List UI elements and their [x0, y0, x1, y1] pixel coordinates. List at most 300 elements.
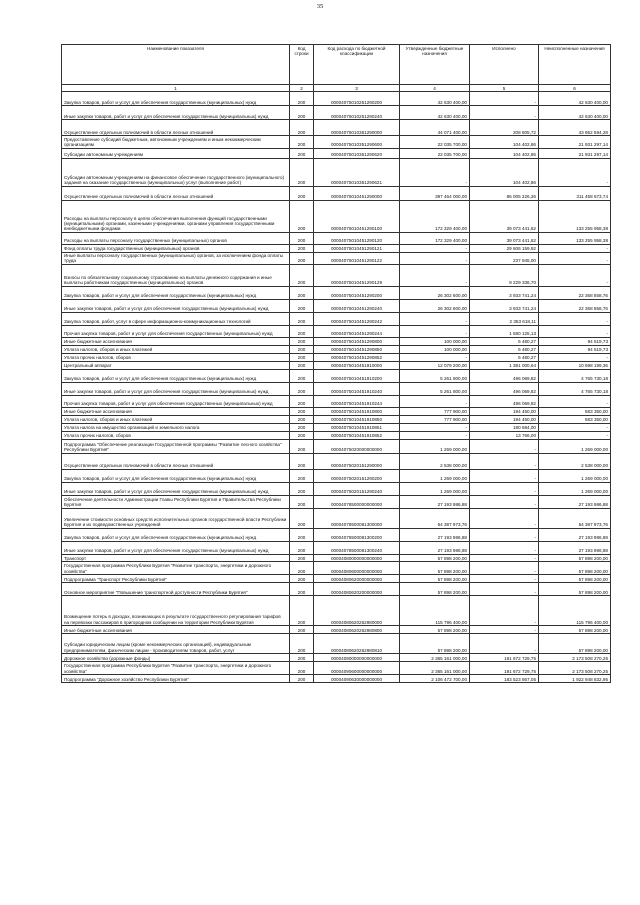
row-remaining: 57 898 200,00 — [539, 555, 611, 562]
row-remaining: 54 387 973,76 — [539, 509, 611, 529]
row-executed: 208 805,72 — [470, 120, 539, 136]
row-name: Закупка товаров, работ и услуг для обеспечения государственных (муниципальных) нужд — [62, 287, 290, 300]
row-line-code: 200 — [290, 483, 314, 496]
row-line-code: 200 — [290, 662, 314, 675]
row-name: Прочая закупка товаров, работ и услуг для обеспечения государственных (муниципальных) нужд — [62, 326, 290, 338]
row-approved: 57 898 200,00 — [400, 555, 470, 562]
row-approved: - — [400, 424, 470, 432]
row-name: Закупка товаров, работ и услуг для обеспечения государственных (муниципальных) нужд — [62, 92, 290, 106]
row-name: Расходы на выплаты персоналу в целях обеспечения выполнения функций государственными (муниципальными) органами, казенными учреждениями, органами управления государственными внебюджетными фондами — [62, 200, 290, 232]
row-line-code: 200 — [290, 583, 314, 596]
row-line-code: 200 — [290, 354, 314, 362]
row-approved: 27 193 986,88 — [400, 542, 470, 555]
row-remaining: 21 931 297,14 — [539, 148, 611, 158]
row-approved: 100 000,00 — [400, 346, 470, 354]
row-approved: - — [400, 265, 470, 287]
row-budget-code: 00004075010451290121 — [314, 244, 400, 252]
row-executed: - — [470, 575, 539, 583]
row-line-code: 200 — [290, 326, 314, 338]
row-approved: - — [400, 313, 470, 326]
row-budget-code: 00004075010451910244 — [314, 396, 400, 408]
row-name: Субсидии юридическим лицам (кроме некоммерческих организаций), индивидуальным предпринимателям, физическим лицам - производителям товаров, работ, услуг — [62, 634, 290, 654]
row-executed: 194 450,00 — [470, 408, 539, 416]
row-name: Расходы на выплаты персоналу государственных (муниципальных) органов — [62, 232, 290, 244]
row-name: Увеличение стоимости основных средств исполнительных органов государственной власти Республики Бурятия и их подведомственных учреждений — [62, 509, 290, 529]
row-remaining: 27 193 986,88 — [539, 529, 611, 542]
table-row — [62, 454, 611, 470]
row-name: Закупка товаров, работ и услуг для обеспечения государственных (муниципальных) нужд — [62, 529, 290, 542]
table-row — [62, 200, 611, 232]
row-name: Иные бюджетные ассигнования — [62, 408, 290, 416]
row-name: Закупка товаров, работ, услуг в сфере информационно-коммуникационных технологий — [62, 313, 290, 326]
row-executed: 194 450,00 — [470, 416, 539, 424]
row-executed: 180 684,00 — [470, 424, 539, 432]
row-executed: 104 402,86 — [470, 148, 539, 158]
row-approved: 27 193 986,88 — [400, 496, 470, 509]
row-approved: 172 329 400,00 — [400, 200, 470, 232]
row-budget-code: 00004090600000000000 — [314, 662, 400, 675]
row-budget-code: 00004080600000000000 — [314, 562, 400, 575]
row-budget-code: 00004075010451290850 — [314, 346, 400, 354]
row-approved: 100 000,00 — [400, 338, 470, 346]
row-line-code: 200 — [290, 370, 314, 383]
row-approved: - — [400, 158, 470, 186]
row-line-code: 200 — [290, 440, 314, 454]
row-executed: - — [470, 529, 539, 542]
row-budget-code: 00004078500081300000 — [314, 509, 400, 529]
row-name: Государственная программа Республики Бурятия "Развитие транспорта, энергетики и дорожного хозяйства" — [62, 562, 290, 575]
row-remaining: - — [539, 313, 611, 326]
row-remaining: 133 255 958,38 — [539, 200, 611, 232]
row-budget-code: 00004080620262980810 — [314, 634, 400, 654]
table-row — [62, 626, 611, 634]
row-name: Фонд оплаты труда государственных (муниципальных) органов — [62, 244, 290, 252]
row-executed: 496 069,82 — [470, 396, 539, 408]
row-name: Иные выплаты персоналу государственных (муниципальных) органов, за исключением фонда оплаты труда — [62, 252, 290, 264]
row-name: Уплата налога на имущество организаций и земельного налога — [62, 424, 290, 432]
row-line-code: 200 — [290, 265, 314, 287]
row-executed: 3 933 741,24 — [470, 287, 539, 300]
row-executed: - — [470, 596, 539, 626]
table-row — [62, 338, 611, 346]
row-budget-code: 00004075010451910000 — [314, 362, 400, 370]
row-remaining: 10 698 199,36 — [539, 362, 611, 370]
row-executed: 191 672 729,75 — [470, 662, 539, 675]
row-executed: - — [470, 483, 539, 496]
row-remaining: 1 269 000,00 — [539, 483, 611, 496]
row-remaining: - — [539, 354, 611, 362]
row-executed: 86 005 326,26 — [470, 186, 539, 200]
row-remaining: 57 898 200,00 — [539, 583, 611, 596]
header-budget-code: Код расхода по бюджетной классификации — [314, 45, 400, 85]
row-line-code: 200 — [290, 396, 314, 408]
row-executed: 5 480,27 — [470, 354, 539, 362]
row-executed: 496 069,82 — [470, 383, 539, 396]
row-line-code: 200 — [290, 300, 314, 313]
row-budget-code: 00004075010351290600 — [314, 136, 400, 148]
row-remaining: 583 350,00 — [539, 416, 611, 424]
table-row — [62, 313, 611, 326]
table-row — [62, 346, 611, 354]
row-budget-code: 00004075010451290244 — [314, 326, 400, 338]
row-remaining: 4 765 730,18 — [539, 383, 611, 396]
table-row — [62, 542, 611, 555]
row-executed: 104 402,86 — [470, 158, 539, 186]
row-name: Осуществление отдельных полномочий в области лесных отношений — [62, 454, 290, 470]
row-name: Уплата прочих налогов, сборов — [62, 432, 290, 440]
row-budget-code: 00004075010451290120 — [314, 232, 400, 244]
row-executed: - — [470, 555, 539, 562]
row-line-code: 200 — [290, 362, 314, 370]
row-name: Основное мероприятие "Повышение транспортной доступности Республики Бурятия" — [62, 583, 290, 596]
table-row — [62, 634, 611, 654]
row-line-code: 200 — [290, 416, 314, 424]
row-remaining: 57 898 200,00 — [539, 562, 611, 575]
row-approved: - — [400, 354, 470, 362]
row-approved: 26 302 600,00 — [400, 300, 470, 313]
row-line-code: 200 — [290, 148, 314, 158]
row-approved: 5 261 800,00 — [400, 383, 470, 396]
row-executed: 3 933 741,24 — [470, 300, 539, 313]
row-remaining: 42 630 400,00 — [539, 106, 611, 120]
row-executed: 13 766,00 — [470, 432, 539, 440]
table-row — [62, 654, 611, 662]
row-executed: 183 523 867,05 — [470, 675, 539, 683]
table-row — [62, 424, 611, 432]
table-row — [62, 432, 611, 440]
row-executed: 1 580 125,13 — [470, 326, 539, 338]
row-budget-code: 00004075020151290240 — [314, 483, 400, 496]
row-budget-code: 00004075010351290621 — [314, 158, 400, 186]
table-row — [62, 106, 611, 120]
row-executed: 237 945,00 — [470, 252, 539, 264]
row-name: Осуществление отдельных полномочий в области лесных отношений — [62, 120, 290, 136]
table-row — [62, 575, 611, 583]
row-line-code: 200 — [290, 555, 314, 562]
table-row — [62, 370, 611, 383]
row-remaining: 57 898 200,00 — [539, 634, 611, 654]
row-budget-code: 00004078500081300240 — [314, 542, 400, 555]
row-approved: 57 898 200,00 — [400, 634, 470, 654]
row-remaining: - — [539, 158, 611, 186]
row-executed: - — [470, 470, 539, 483]
row-budget-code: 00004090000000000000 — [314, 654, 400, 662]
row-name: Иные закупки товаров, работ и услуг для обеспечения государственных (муниципальных) нужд — [62, 383, 290, 396]
row-approved: 27 193 986,88 — [400, 529, 470, 542]
row-remaining: - — [539, 252, 611, 264]
row-executed: 39 073 441,62 — [470, 232, 539, 244]
row-executed: - — [470, 496, 539, 509]
row-executed: - — [470, 542, 539, 555]
table-row — [62, 496, 611, 509]
row-executed: - — [470, 106, 539, 120]
row-approved: 2 365 161 000,00 — [400, 662, 470, 675]
table-row — [62, 287, 611, 300]
table-row — [62, 555, 611, 562]
column-index: 3 — [314, 85, 400, 92]
row-name: Уплата налогов, сборов и иных платежей — [62, 346, 290, 354]
row-budget-code: 00004080620262980000 — [314, 596, 400, 626]
column-index: 4 — [400, 85, 470, 92]
column-index: 1 — [62, 85, 290, 92]
row-name: Субсидии автономным учреждениям — [62, 148, 290, 158]
row-remaining: - — [539, 424, 611, 432]
row-line-code: 200 — [290, 509, 314, 529]
row-remaining: 22 368 858,76 — [539, 287, 611, 300]
row-name: Возмещение потерь в доходах, возникающих в результате государственного регулирования тарифов на перевозки пассажиров в пригородном сообщении на территории Республики Бурятия — [62, 596, 290, 626]
row-remaining: - — [539, 432, 611, 440]
row-approved: 54 387 973,76 — [400, 509, 470, 529]
row-name: Иные бюджетные ассигнования — [62, 338, 290, 346]
row-approved: 777 900,00 — [400, 408, 470, 416]
row-approved: 22 035 700,00 — [400, 148, 470, 158]
row-approved: - — [400, 244, 470, 252]
table-row — [62, 483, 611, 496]
row-budget-code: 00004075010451290100 — [314, 200, 400, 232]
row-line-code: 200 — [290, 496, 314, 509]
row-remaining: 42 630 400,00 — [539, 92, 611, 106]
row-name: Закупка товаров, работ и услуг для обеспечения государственных (муниципальных) нужд — [62, 470, 290, 483]
row-remaining: 57 898 200,00 — [539, 575, 611, 583]
row-line-code: 200 — [290, 454, 314, 470]
row-remaining: - — [539, 326, 611, 338]
row-remaining: 57 898 200,00 — [539, 626, 611, 634]
row-approved: - — [400, 396, 470, 408]
row-approved: 42 630 400,00 — [400, 92, 470, 106]
header-row — [62, 45, 611, 85]
row-budget-code: 00004078500000000000 — [314, 496, 400, 509]
row-remaining: 115 796 400,00 — [539, 596, 611, 626]
row-name: Иные закупки товаров, работ и услуг для обеспечения государственных (муниципальных) нужд — [62, 300, 290, 313]
table-row — [62, 408, 611, 416]
row-line-code: 200 — [290, 186, 314, 200]
row-approved: 26 302 600,00 — [400, 287, 470, 300]
row-budget-code: 00004075010251290200 — [314, 92, 400, 106]
row-remaining: 94 519,73 — [539, 346, 611, 354]
table-row — [62, 675, 611, 683]
row-name: Подпрограмма "Обеспечение реализации Государственной программы "Развитие лесного хозяйства" Республики Бурятия" — [62, 440, 290, 454]
table-body — [62, 92, 611, 683]
row-approved: 1 269 000,00 — [400, 470, 470, 483]
row-remaining: 311 458 673,74 — [539, 186, 611, 200]
row-executed: - — [470, 626, 539, 634]
header-remaining: Неисполненные назначения — [539, 45, 611, 85]
budget-table — [61, 44, 611, 683]
row-approved: - — [400, 326, 470, 338]
table-row — [62, 92, 611, 106]
row-line-code: 200 — [290, 313, 314, 326]
row-name: Закупка товаров, работ и услуг для обеспечения государственных (муниципальных) нужд — [62, 370, 290, 383]
row-budget-code: 00004080000000000000 — [314, 555, 400, 562]
row-executed: 39 073 441,62 — [470, 200, 539, 232]
row-line-code: 200 — [290, 106, 314, 120]
table-row — [62, 148, 611, 158]
row-remaining: - — [539, 396, 611, 408]
table-row — [62, 583, 611, 596]
row-executed: - — [470, 562, 539, 575]
row-budget-code: 00004075010351290000 — [314, 120, 400, 136]
row-name: Прочая закупка товаров, работ и услуг для обеспечения государственных (муниципальных) нужд — [62, 396, 290, 408]
row-remaining: 1 269 000,00 — [539, 470, 611, 483]
row-line-code: 200 — [290, 232, 314, 244]
table-row — [62, 662, 611, 675]
row-executed: 2 353 618,11 — [470, 313, 539, 326]
row-line-code: 200 — [290, 346, 314, 354]
row-line-code: 200 — [290, 596, 314, 626]
row-approved: - — [400, 432, 470, 440]
row-executed: - — [470, 634, 539, 654]
row-approved: 2 365 161 000,00 — [400, 654, 470, 662]
row-line-code: 200 — [290, 675, 314, 683]
row-line-code: 200 — [290, 470, 314, 483]
row-budget-code: 00004075020151290000 — [314, 454, 400, 470]
row-name: Иные бюджетные ассигнования — [62, 626, 290, 634]
row-remaining: 1 922 948 832,95 — [539, 675, 611, 683]
row-budget-code: 00004075010451290800 — [314, 338, 400, 346]
row-line-code: 200 — [290, 338, 314, 346]
row-executed: - — [470, 454, 539, 470]
header-executed: Исполнено — [470, 45, 539, 85]
row-approved: 12 079 200,00 — [400, 362, 470, 370]
table-row — [62, 396, 611, 408]
row-approved: 2 538 000,00 — [400, 454, 470, 470]
row-approved: 5 261 800,00 — [400, 370, 470, 383]
row-budget-code: 00004080620000000000 — [314, 575, 400, 583]
table-row — [62, 300, 611, 313]
table-row — [62, 562, 611, 575]
row-name: Центральный аппарат — [62, 362, 290, 370]
table-row — [62, 136, 611, 148]
row-approved: 1 269 000,00 — [400, 440, 470, 454]
table-row — [62, 354, 611, 362]
row-budget-code: 00004075020151290200 — [314, 470, 400, 483]
row-remaining: 43 862 594,28 — [539, 120, 611, 136]
row-executed: 9 229 336,70 — [470, 265, 539, 287]
row-remaining: 2 173 508 270,25 — [539, 662, 611, 675]
table-row — [62, 326, 611, 338]
row-approved: 42 630 400,00 — [400, 106, 470, 120]
row-line-code: 200 — [290, 424, 314, 432]
table-row — [62, 383, 611, 396]
header-name: Наименование показателя — [62, 45, 290, 85]
row-remaining: - — [539, 265, 611, 287]
row-executed: - — [470, 92, 539, 106]
row-budget-code: 00004075010451910852 — [314, 432, 400, 440]
row-line-code: 200 — [290, 158, 314, 186]
row-approved: 777 900,00 — [400, 416, 470, 424]
row-line-code: 200 — [290, 200, 314, 232]
row-approved: 1 269 000,00 — [400, 483, 470, 496]
row-name: Субсидии автономным учреждениям на финансовое обеспечение государственного (муниципального) задания на оказание государственных (муниципальных) услуг (выполнение работ) — [62, 158, 290, 186]
row-approved: 2 106 472 700,00 — [400, 675, 470, 683]
row-approved: 172 329 400,00 — [400, 232, 470, 244]
row-executed: 191 672 729,75 — [470, 654, 539, 662]
table-row — [62, 529, 611, 542]
row-approved: 57 898 200,00 — [400, 583, 470, 596]
row-name: Транспорт — [62, 555, 290, 562]
row-line-code: 200 — [290, 252, 314, 264]
row-name: Дорожное хозяйство (дорожные фонды) — [62, 654, 290, 662]
row-name: Обеспечение деятельности Администрации Главы Республики Бурятия и Правительства Республики Бурятия — [62, 496, 290, 509]
table-row — [62, 158, 611, 186]
table-row — [62, 362, 611, 370]
row-line-code: 200 — [290, 408, 314, 416]
row-budget-code: 00004075010451910851 — [314, 424, 400, 432]
row-name: Подпрограмма "Транспорт Республики Бурятия" — [62, 575, 290, 583]
row-approved: 44 071 400,00 — [400, 120, 470, 136]
row-line-code: 200 — [290, 575, 314, 583]
row-name: Государственная программа Республики Бурятия "Развитие транспорта, энергетики и дорожного хозяйства" — [62, 662, 290, 675]
row-remaining: 133 255 958,38 — [539, 232, 611, 244]
row-remaining: 21 931 297,14 — [539, 136, 611, 148]
row-line-code: 200 — [290, 529, 314, 542]
row-name: Иные закупки товаров, работ и услуг для обеспечения государственных (муниципальных) нужд — [62, 106, 290, 120]
table-row — [62, 470, 611, 483]
row-budget-code: 00004075010451910240 — [314, 383, 400, 396]
table-row — [62, 265, 611, 287]
row-executed: 5 480,27 — [470, 338, 539, 346]
row-executed: - — [470, 440, 539, 454]
row-budget-code: 00004078500081300200 — [314, 529, 400, 542]
row-line-code: 200 — [290, 626, 314, 634]
header-line-code: Код строки — [290, 45, 314, 85]
row-line-code: 200 — [290, 287, 314, 300]
row-line-code: 200 — [290, 542, 314, 555]
column-index-row — [62, 85, 611, 92]
row-approved: 397 464 000,00 — [400, 186, 470, 200]
row-line-code: 200 — [290, 634, 314, 654]
row-name: Уплата налогов, сборов и иных платежей — [62, 416, 290, 424]
table-row — [62, 440, 611, 454]
row-budget-code: 00004075010451910800 — [314, 408, 400, 416]
row-remaining: 94 519,73 — [539, 338, 611, 346]
table-row — [62, 416, 611, 424]
table-row — [62, 120, 611, 136]
row-name: Иные закупки товаров, работ и услуг для обеспечения государственных (муниципальных) нужд — [62, 542, 290, 555]
row-budget-code: 00004075010451910850 — [314, 416, 400, 424]
row-name: Взносы по обязательному социальному страхованию на выплаты денежного содержания и иные выплаты работникам государственных (муниципальных) органов — [62, 265, 290, 287]
table-row — [62, 509, 611, 529]
row-line-code: 200 — [290, 120, 314, 136]
row-executed: - — [470, 509, 539, 529]
row-line-code: 200 — [290, 383, 314, 396]
row-name: Иные закупки товаров, работ и услуг для обеспечения государственных (муниципальных) нужд — [62, 483, 290, 496]
page-number: 35 — [316, 3, 324, 10]
row-name: Подпрограмма "Дорожное хозяйство Республики Бурятия" — [62, 675, 290, 683]
table-row — [62, 244, 611, 252]
row-name: Осуществление отдельных полномочий в области лесных отношений — [62, 186, 290, 200]
column-index: 6 — [539, 85, 611, 92]
row-approved: 57 898 200,00 — [400, 562, 470, 575]
row-remaining: 27 193 986,88 — [539, 542, 611, 555]
column-index: 5 — [470, 85, 539, 92]
row-remaining: 22 368 858,76 — [539, 300, 611, 313]
table-row — [62, 232, 611, 244]
row-approved: - — [400, 252, 470, 264]
row-budget-code: 00004080620262980800 — [314, 626, 400, 634]
row-budget-code: 00004090630000000000 — [314, 675, 400, 683]
column-index: 2 — [290, 85, 314, 92]
row-budget-code: 00004075010451290200 — [314, 287, 400, 300]
row-remaining: 1 269 000,00 — [539, 440, 611, 454]
row-approved: 57 898 200,00 — [400, 575, 470, 583]
row-executed: 496 069,82 — [470, 370, 539, 383]
row-budget-code: 00004075010451290122 — [314, 252, 400, 264]
row-approved: 22 035 700,00 — [400, 136, 470, 148]
row-budget-code: 00004075010451910200 — [314, 370, 400, 383]
row-budget-code: 00004075010451290242 — [314, 313, 400, 326]
row-line-code: 200 — [290, 136, 314, 148]
